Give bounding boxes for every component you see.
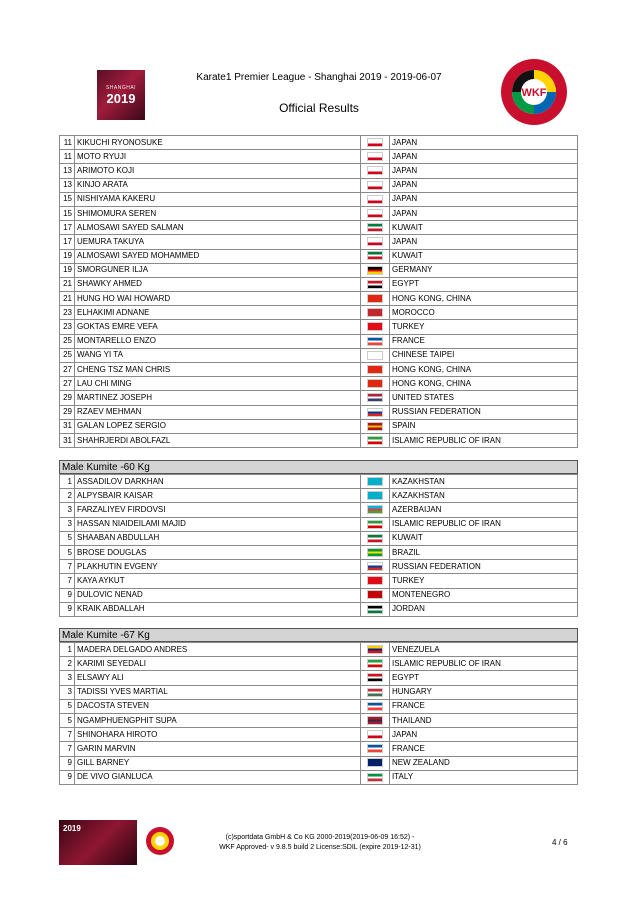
country-flag-icon <box>367 166 383 175</box>
flag-cell <box>361 334 390 348</box>
table-row <box>60 235 578 249</box>
flag-cell <box>361 221 390 235</box>
athlete-name: GALAN LOPEZ SERGIO <box>75 419 361 433</box>
country-flag-icon <box>367 744 383 753</box>
country-name: RUSSIAN FEDERATION <box>390 405 578 419</box>
footer-copyright: (c)sportdata GmbH & Co KG 2000-2019(2019-06-09 16:52) - WKF Approved- v 9.8.5 build 2 License:SDIL (expire 2019-12-31) <box>219 834 421 851</box>
flag-cell <box>361 602 390 616</box>
country-name: MONTENEGRO <box>390 588 578 602</box>
premier-league-logo: 2019 <box>59 820 137 865</box>
athlete-name: GOKTAS EMRE VEFA <box>75 320 361 334</box>
athlete-name: SHAHRJERDI ABOLFAZL <box>75 433 361 447</box>
table-row <box>60 531 578 545</box>
table-row <box>60 206 578 220</box>
rank-cell: 23 <box>60 320 75 334</box>
athlete-name: TADISSI YVES MARTIAL <box>75 685 361 699</box>
rank-cell: 27 <box>60 377 75 391</box>
athlete-name: ELHAKIMI ADNANE <box>75 306 361 320</box>
country-flag-icon <box>367 351 383 360</box>
flag-cell <box>361 671 390 685</box>
results-block-60kg <box>59 460 578 617</box>
country-name: JAPAN <box>390 164 578 178</box>
rank-cell: 25 <box>60 334 75 348</box>
table-row <box>60 405 578 419</box>
rank-cell: 23 <box>60 306 75 320</box>
rank-cell: 25 <box>60 348 75 362</box>
country-flag-icon <box>367 590 383 599</box>
flag-cell <box>361 531 390 545</box>
flag-cell <box>361 363 390 377</box>
flag-cell <box>361 348 390 362</box>
athlete-name: HUNG HO WAI HOWARD <box>75 292 361 306</box>
athlete-name: SHINOHARA HIROTO <box>75 728 361 742</box>
flag-cell <box>361 164 390 178</box>
rank-cell: 7 <box>60 728 75 742</box>
flag-cell <box>361 685 390 699</box>
flag-cell <box>361 419 390 433</box>
table-row <box>60 657 578 671</box>
country-name: KAZAKHSTAN <box>390 489 578 503</box>
athlete-name: NGAMPHUENGPHIT SUPA <box>75 713 361 727</box>
flag-cell <box>361 192 390 206</box>
table-row <box>60 221 578 235</box>
country-name: JAPAN <box>390 235 578 249</box>
country-flag-icon <box>367 673 383 682</box>
country-flag-icon <box>367 576 383 585</box>
athlete-name: DE VIVO GIANLUCA <box>75 770 361 784</box>
rank-cell: 9 <box>60 756 75 770</box>
rank-cell: 9 <box>60 770 75 784</box>
rank-cell: 3 <box>60 671 75 685</box>
table-row <box>60 560 578 574</box>
athlete-name: SHAWKY AHMED <box>75 277 361 291</box>
table-row <box>60 574 578 588</box>
table-row <box>60 728 578 742</box>
table-row <box>60 178 578 192</box>
country-name: FRANCE <box>390 742 578 756</box>
rank-cell: 21 <box>60 292 75 306</box>
country-flag-icon <box>367 520 383 529</box>
rank-cell: 3 <box>60 685 75 699</box>
country-flag-icon <box>367 534 383 543</box>
results-block-continued <box>59 135 578 448</box>
country-flag-icon <box>367 322 383 331</box>
athlete-name: SHAABAN ABDULLAH <box>75 531 361 545</box>
rank-cell: 2 <box>60 657 75 671</box>
wkf-logo <box>500 58 568 126</box>
flag-cell <box>361 433 390 447</box>
country-flag-icon <box>367 422 383 431</box>
table-row <box>60 348 578 362</box>
country-name: NEW ZEALAND <box>390 756 578 770</box>
flag-cell <box>361 756 390 770</box>
table-row <box>60 433 578 447</box>
country-name: KUWAIT <box>390 531 578 545</box>
rank-cell: 1 <box>60 643 75 657</box>
country-flag-icon <box>367 716 383 725</box>
page-header <box>0 0 638 130</box>
flag-cell <box>361 545 390 559</box>
country-flag-icon <box>367 365 383 374</box>
country-flag-icon <box>367 702 383 711</box>
country-flag-icon <box>367 393 383 402</box>
rank-cell: 7 <box>60 574 75 588</box>
flag-cell <box>361 489 390 503</box>
table-row <box>60 192 578 206</box>
country-name: THAILAND <box>390 713 578 727</box>
flag-cell <box>361 742 390 756</box>
table-row <box>60 377 578 391</box>
results-table <box>59 135 578 448</box>
athlete-name: MONTARELLO ENZO <box>75 334 361 348</box>
results-table <box>59 474 578 617</box>
rank-cell: 21 <box>60 277 75 291</box>
flag-cell <box>361 306 390 320</box>
category-header: Male Kumite -67 Kg <box>59 628 578 642</box>
table-row <box>60 363 578 377</box>
country-flag-icon <box>367 730 383 739</box>
rank-cell: 5 <box>60 713 75 727</box>
country-flag-icon <box>367 237 383 246</box>
rank-cell: 15 <box>60 192 75 206</box>
table-row <box>60 320 578 334</box>
country-name: RUSSIAN FEDERATION <box>390 560 578 574</box>
athlete-name: ALMOSAWI SAYED SALMAN <box>75 221 361 235</box>
country-name: HUNGARY <box>390 685 578 699</box>
table-row <box>60 685 578 699</box>
athlete-name: FARZALIYEV FIRDOVSI <box>75 503 361 517</box>
table-row <box>60 419 578 433</box>
table-row <box>60 475 578 489</box>
athlete-name: LAU CHI MING <box>75 377 361 391</box>
flag-cell <box>361 560 390 574</box>
rank-cell: 27 <box>60 363 75 377</box>
table-row <box>60 292 578 306</box>
flag-cell <box>361 517 390 531</box>
rank-cell: 9 <box>60 602 75 616</box>
flag-cell <box>361 657 390 671</box>
country-flag-icon <box>367 773 383 782</box>
country-flag-icon <box>367 688 383 697</box>
country-name: VENEZUELA <box>390 643 578 657</box>
athlete-name: MADERA DELGADO ANDRES <box>75 643 361 657</box>
table-row <box>60 150 578 164</box>
athlete-name: BROSE DOUGLAS <box>75 545 361 559</box>
athlete-name: ALPYSBAIR KAISAR <box>75 489 361 503</box>
athlete-name: RZAEV MEHMAN <box>75 405 361 419</box>
table-row <box>60 602 578 616</box>
country-flag-icon <box>367 266 383 275</box>
country-name: JORDAN <box>390 602 578 616</box>
country-name: JAPAN <box>390 178 578 192</box>
flag-cell <box>361 588 390 602</box>
country-name: JAPAN <box>390 150 578 164</box>
country-name: TURKEY <box>390 320 578 334</box>
table-row <box>60 742 578 756</box>
country-flag-icon <box>367 251 383 260</box>
table-row <box>60 263 578 277</box>
athlete-name: UEMURA TAKUYA <box>75 235 361 249</box>
country-flag-icon <box>367 379 383 388</box>
country-name: KAZAKHSTAN <box>390 475 578 489</box>
country-flag-icon <box>367 659 383 668</box>
country-name: FRANCE <box>390 699 578 713</box>
flag-cell <box>361 320 390 334</box>
country-name: JAPAN <box>390 136 578 150</box>
rank-cell: 29 <box>60 391 75 405</box>
country-name: GERMANY <box>390 263 578 277</box>
country-name: ISLAMIC REPUBLIC OF IRAN <box>390 517 578 531</box>
athlete-name: GARIN MARVIN <box>75 742 361 756</box>
country-name: FRANCE <box>390 334 578 348</box>
table-row <box>60 249 578 263</box>
rank-cell: 5 <box>60 531 75 545</box>
country-name: HONG KONG, CHINA <box>390 363 578 377</box>
country-flag-icon <box>367 548 383 557</box>
rank-cell: 17 <box>60 221 75 235</box>
country-name: JAPAN <box>390 206 578 220</box>
flag-cell <box>361 263 390 277</box>
country-name: JAPAN <box>390 192 578 206</box>
country-flag-icon <box>367 223 383 232</box>
country-name: AZERBAIJAN <box>390 503 578 517</box>
athlete-name: GILL BARNEY <box>75 756 361 770</box>
athlete-name: MOTO RYUJI <box>75 150 361 164</box>
athlete-name: SMORGUNER ILJA <box>75 263 361 277</box>
flag-cell <box>361 206 390 220</box>
table-row <box>60 306 578 320</box>
flag-cell <box>361 249 390 263</box>
rank-cell: 19 <box>60 249 75 263</box>
country-name: JAPAN <box>390 728 578 742</box>
athlete-name: NISHIYAMA KAKERU <box>75 192 361 206</box>
flag-cell <box>361 178 390 192</box>
athlete-name: KRAIK ABDALLAH <box>75 602 361 616</box>
flag-cell <box>361 713 390 727</box>
document-title: Official Results <box>279 101 359 115</box>
athlete-name: DACOSTA STEVEN <box>75 699 361 713</box>
rank-cell: 1 <box>60 475 75 489</box>
flag-cell <box>361 136 390 150</box>
flag-cell <box>361 377 390 391</box>
rank-cell: 31 <box>60 433 75 447</box>
rank-cell: 5 <box>60 699 75 713</box>
flag-cell <box>361 405 390 419</box>
rank-cell: 29 <box>60 405 75 419</box>
country-flag-icon <box>367 491 383 500</box>
flag-cell <box>361 699 390 713</box>
athlete-name: HASSAN NIAIDEILAMI MAJID <box>75 517 361 531</box>
country-flag-icon <box>367 308 383 317</box>
country-flag-icon <box>367 209 383 218</box>
country-flag-icon <box>367 477 383 486</box>
country-name: CHINESE TAIPEI <box>390 348 578 362</box>
country-flag-icon <box>367 337 383 346</box>
athlete-name: ASSADILOV DARKHAN <box>75 475 361 489</box>
country-flag-icon <box>367 152 383 161</box>
shanghai-2019-logo: SHANGHAI 2019 <box>97 70 145 120</box>
rank-cell: 31 <box>60 419 75 433</box>
country-flag-icon <box>367 605 383 614</box>
table-row <box>60 699 578 713</box>
country-name: ISLAMIC REPUBLIC OF IRAN <box>390 657 578 671</box>
table-row <box>60 503 578 517</box>
country-flag-icon <box>367 562 383 571</box>
athlete-name: KARIMI SEYEDALI <box>75 657 361 671</box>
svg-text:WKF: WKF <box>521 87 547 99</box>
athlete-name: PLAKHUTIN EVGENY <box>75 560 361 574</box>
flag-cell <box>361 235 390 249</box>
rank-cell: 19 <box>60 263 75 277</box>
country-flag-icon <box>367 758 383 767</box>
rank-cell: 2 <box>60 489 75 503</box>
country-flag-icon <box>367 294 383 303</box>
country-name: TURKEY <box>390 574 578 588</box>
flag-cell <box>361 150 390 164</box>
country-name: SPAIN <box>390 419 578 433</box>
flag-cell <box>361 728 390 742</box>
athlete-name: WANG YI TA <box>75 348 361 362</box>
table-row <box>60 517 578 531</box>
athlete-name: ARIMOTO KOJI <box>75 164 361 178</box>
wkf-small-logo <box>145 826 175 856</box>
flag-cell <box>361 475 390 489</box>
rank-cell: 13 <box>60 178 75 192</box>
flag-cell <box>361 574 390 588</box>
country-flag-icon <box>367 505 383 514</box>
country-flag-icon <box>367 181 383 190</box>
table-row <box>60 545 578 559</box>
athlete-name: KIKUCHI RYONOSUKE <box>75 136 361 150</box>
table-row <box>60 489 578 503</box>
athlete-name: ELSAWY ALI <box>75 671 361 685</box>
table-row <box>60 643 578 657</box>
table-row <box>60 756 578 770</box>
country-name: KUWAIT <box>390 221 578 235</box>
rank-cell: 3 <box>60 503 75 517</box>
table-row <box>60 164 578 178</box>
flag-cell <box>361 643 390 657</box>
flag-cell <box>361 770 390 784</box>
country-name: BRAZIL <box>390 545 578 559</box>
country-name: ITALY <box>390 770 578 784</box>
athlete-name: MARTINEZ JOSEPH <box>75 391 361 405</box>
rank-cell: 7 <box>60 742 75 756</box>
rank-cell: 15 <box>60 206 75 220</box>
results-block-67kg <box>59 628 578 785</box>
table-row <box>60 277 578 291</box>
country-flag-icon <box>367 195 383 204</box>
country-flag-icon <box>367 408 383 417</box>
rank-cell: 17 <box>60 235 75 249</box>
flag-cell <box>361 391 390 405</box>
results-table <box>59 642 578 785</box>
country-flag-icon <box>367 645 383 654</box>
flag-cell <box>361 503 390 517</box>
category-header: Male Kumite -60 Kg <box>59 460 578 474</box>
country-name: HONG KONG, CHINA <box>390 377 578 391</box>
country-flag-icon <box>367 436 383 445</box>
flag-cell <box>361 292 390 306</box>
rank-cell: 13 <box>60 164 75 178</box>
athlete-name: CHENG TSZ MAN CHRIS <box>75 363 361 377</box>
country-name: KUWAIT <box>390 249 578 263</box>
rank-cell: 3 <box>60 517 75 531</box>
rank-cell: 11 <box>60 150 75 164</box>
flag-cell <box>361 277 390 291</box>
table-row <box>60 770 578 784</box>
country-name: MOROCCO <box>390 306 578 320</box>
rank-cell: 11 <box>60 136 75 150</box>
rank-cell: 5 <box>60 545 75 559</box>
page-number: 4 / 6 <box>552 838 568 847</box>
table-row <box>60 588 578 602</box>
athlete-name: KAYA AYKUT <box>75 574 361 588</box>
table-row <box>60 136 578 150</box>
country-name: HONG KONG, CHINA <box>390 292 578 306</box>
country-name: EGYPT <box>390 671 578 685</box>
athlete-name: SHIMOMURA SEREN <box>75 206 361 220</box>
rank-cell: 7 <box>60 560 75 574</box>
country-name: ISLAMIC REPUBLIC OF IRAN <box>390 433 578 447</box>
athlete-name: DULOVIC NENAD <box>75 588 361 602</box>
rank-cell: 9 <box>60 588 75 602</box>
country-flag-icon <box>367 280 383 289</box>
table-row <box>60 671 578 685</box>
event-title: Karate1 Premier League - Shanghai 2019 - 2019-06-07 <box>196 72 442 83</box>
table-row <box>60 391 578 405</box>
table-row <box>60 334 578 348</box>
country-name: UNITED STATES <box>390 391 578 405</box>
country-name: EGYPT <box>390 277 578 291</box>
athlete-name: ALMOSAWI SAYED MOHAMMED <box>75 249 361 263</box>
country-flag-icon <box>367 138 383 147</box>
table-row <box>60 713 578 727</box>
athlete-name: KINJO ARATA <box>75 178 361 192</box>
